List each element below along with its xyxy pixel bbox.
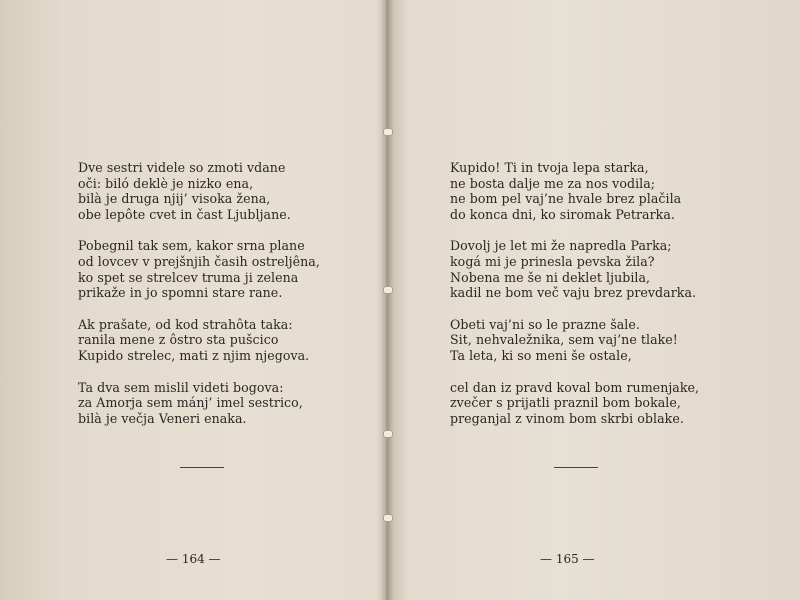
poem-text-left: [78, 160, 320, 442]
right-page: [394, 0, 800, 600]
verse-line: ranila mene z ôstro sta pušcico: [78, 332, 279, 348]
stanza: [450, 238, 699, 300]
binding-stitch: [383, 286, 393, 294]
verse-line: Dovolj je let mi že napredla Parka;: [450, 238, 672, 254]
verse-line: Ak prašate, od kod strahôta taka:: [78, 316, 293, 332]
verse-line: Pobegnil tak sem, kakor srna plane: [78, 238, 305, 254]
stanza: [78, 317, 320, 364]
verse-line: oči: biló deklè je nizko ena,: [78, 175, 254, 191]
verse-line: od lovcev v prejšnjih časih ostreljêna,: [78, 253, 320, 269]
verse-line: kadil ne bom več vaju brez prevdarka.: [450, 285, 697, 301]
verse-line: Sit, nehvaležnika, sem vaj’ne tlake!: [450, 332, 678, 348]
verse-line: bilà je večja Veneri enaka.: [78, 410, 247, 426]
binding-stitch: [383, 514, 393, 522]
stanza: [78, 238, 320, 300]
closing-rule: [180, 467, 224, 468]
verse-line: ne bosta dalje me za nos vodila;: [450, 175, 656, 191]
verse-line: zvečer s prijatli praznil bom bokale,: [450, 395, 681, 411]
verse-line: do konca dni, ko siromak Petrarka.: [450, 206, 675, 222]
verse-line: ne bom pel vaj’ne hvale brez plačila: [450, 191, 682, 207]
verse-line: prikaže in jo spomni stare rane.: [78, 285, 283, 301]
verse-line: kogá mi je prinesla pevska žila?: [450, 253, 655, 269]
binding-stitch: [383, 430, 393, 438]
verse-line: preganjal z vinom bom skrbi oblake.: [450, 410, 684, 426]
verse-line: Kupido! Ti in tvoja lepa starka,: [450, 160, 649, 175]
verse-line: cel dan iz pravd koval bom rumenjake,: [450, 379, 700, 395]
closing-rule: [554, 467, 598, 468]
poem-text-right: [450, 160, 699, 442]
verse-line: obe lepôte cvet in čast Ljubljane.: [78, 206, 291, 222]
page-number: — 164 —: [166, 552, 221, 566]
verse-line: Nobena me še ni deklet ljubila,: [450, 269, 651, 285]
stanza: [450, 160, 699, 222]
verse-line: Ta leta, ki so meni še ostale,: [450, 347, 632, 363]
verse-line: bilà je druga njij’ visoka žena,: [78, 191, 271, 207]
page-number: — 165 —: [540, 552, 595, 566]
verse-line: ko spet se strelcev truma ji zelena: [78, 269, 299, 285]
stanza: [78, 380, 320, 427]
binding-stitch: [383, 128, 393, 136]
verse-line: Dve sestri videle so zmoti vdane: [78, 160, 286, 175]
stanza: [450, 380, 699, 427]
verse-line: Kupido strelec, mati z njim njegova.: [78, 347, 310, 363]
verse-line: Ta dva sem mislil videti bogova:: [78, 379, 284, 395]
book-gutter: [380, 0, 394, 600]
left-page: [0, 0, 380, 600]
verse-line: za Amorja sem mánj’ imel sestrico,: [78, 395, 303, 411]
verse-line: Obeti vaj’ni so le prazne šale.: [450, 316, 640, 332]
stanza: [450, 317, 699, 364]
stanza: [78, 160, 320, 222]
